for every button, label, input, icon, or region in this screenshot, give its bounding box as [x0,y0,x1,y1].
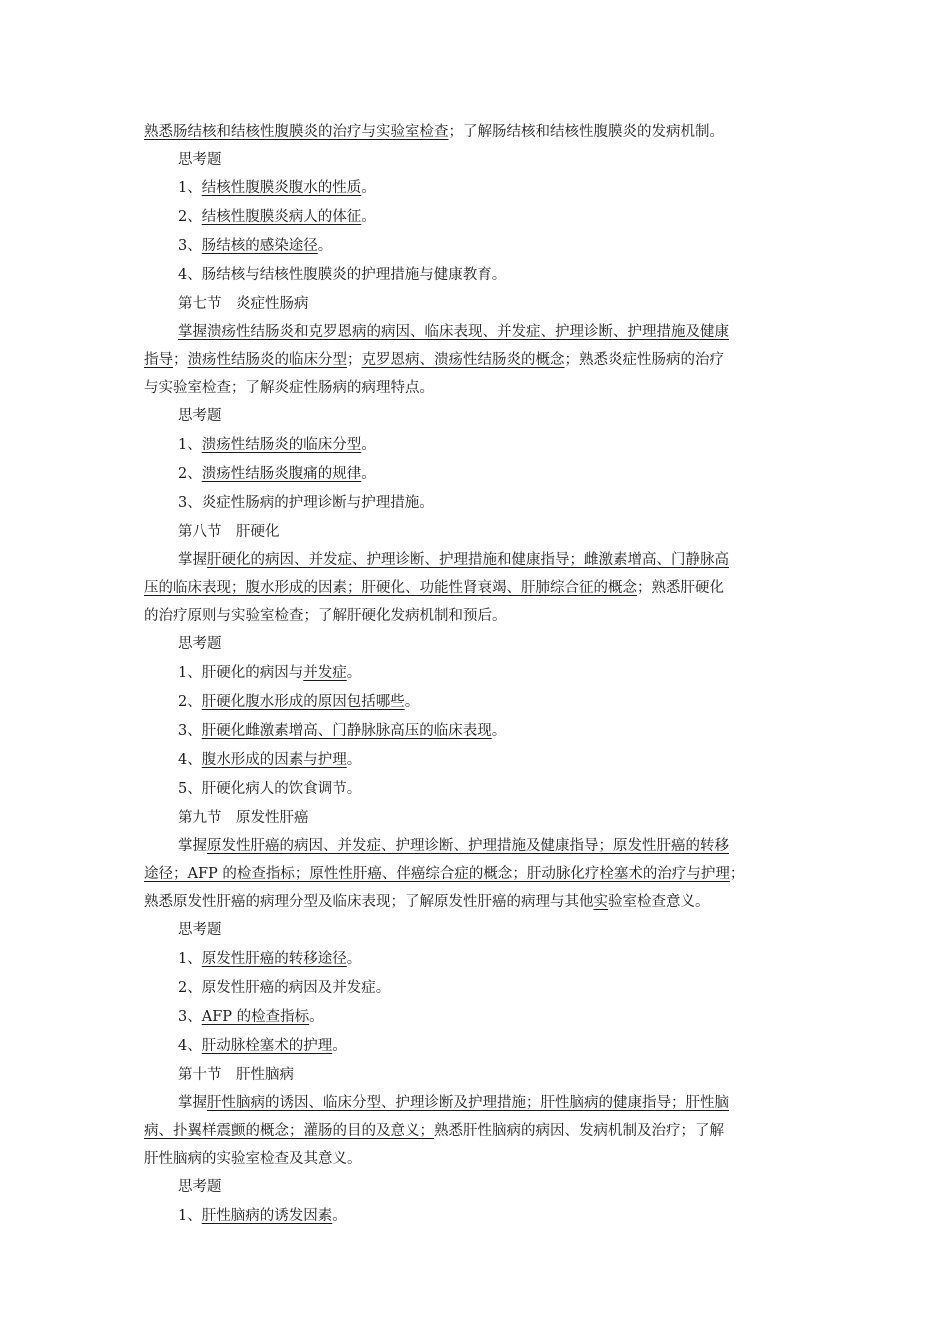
underlined-text: 克罗恩病、溃疡性结肠炎的概念 [361,352,565,368]
text-segment: 思考题 [178,1179,222,1195]
text-segment: 。 [346,951,362,967]
text-line [144,203,808,232]
text-line [144,888,808,916]
document-body [144,118,808,1231]
text-segment: 熟悉肝性脑病的病因、发病机制及治疗；了解 [434,1123,724,1139]
text-segment: 第九节 原发性肝癌 [178,810,309,826]
text-segment: 1、 [178,1208,202,1224]
text-segment: 的治疗原则与实验室检查；了解肝硬化发病机制和预后。 [144,608,507,624]
text-segment: 。 [361,180,376,196]
underlined-text: 实 [593,894,608,910]
underlined-text: 病、扑翼样震颤的概念；灌肠的目的及意义； [144,1123,434,1139]
text-line [144,460,808,489]
text-segment: 2、 [178,209,202,225]
text-segment: 3、 [178,723,202,739]
underlined-text: 溃疡性结肠炎腹痛的规律 [201,466,362,482]
text-line [144,232,808,261]
underlined-text: AFP 的检查指标 [201,1009,310,1025]
text-segment: 熟悉原发性肝癌的病理分型及临床表现；了解原发性肝癌的病理与其他 [144,894,594,910]
text-segment: 1、肝硬化的病因与 [178,665,304,681]
text-segment: 第七节 炎症性肠病 [178,296,309,312]
text-segment: 掌握 [178,838,207,854]
underlined-text: 掌握溃疡性结肠炎和克罗恩病的病因、临床表现、并发症、护理诊断、护理措施及健康 [178,324,729,340]
text-segment: 。 [361,437,376,453]
text-line [144,1089,808,1117]
text-line [144,118,808,146]
underlined-text: 肝硬化的病因、并发症、护理诊断、护理措施和健康指导；雌激素增高、门静脉高 [207,552,729,568]
text-line [144,261,808,290]
text-segment: 。 [404,694,420,710]
underlined-text: 原发性肝癌的转移途径 [201,951,347,967]
text-segment: 第八节 肝硬化 [178,524,280,540]
underlined-text: 指导 [144,352,173,368]
text-segment: 4、肠结核与结核性腹膜炎的护理措施与健康教育。 [178,267,507,283]
text-segment: 3、 [178,1009,202,1025]
text-segment: ；了解肠结核和结核性腹膜炎的发病机制。 [448,124,724,140]
text-segment: 。 [309,1009,324,1025]
underlined-text: 溃疡性结肠炎的临床分型 [201,437,362,453]
underlined-text: 肝动脉栓塞术的护理 [201,1038,333,1054]
underlined-text: 熟悉肠结核和结核性腹膜炎的治疗与实验室检查 [144,124,449,140]
text-line [144,546,808,574]
text-segment: 。 [317,238,333,254]
text-segment: ； [173,352,188,368]
text-line [144,775,808,804]
text-line [144,916,808,945]
text-line [144,318,808,346]
text-line [144,746,808,775]
text-line [144,688,808,717]
underlined-text: 途径；AFP 的检查指标；原性性肝癌、伴癌综合症的概念；肝动脉化疗栓塞术的治疗与护理 [144,866,730,882]
text-line [144,1202,808,1231]
text-segment: 2、原发性肝癌的病因及并发症。 [178,980,391,996]
text-line [144,602,808,630]
text-segment: 2、 [178,466,202,482]
text-segment: 思考题 [178,922,222,938]
text-line [144,1173,808,1202]
text-line [144,346,808,374]
text-segment: ； [729,866,745,882]
text-line [144,489,808,518]
text-line [144,974,808,1003]
text-segment: 。 [346,752,362,768]
text-segment: 4、 [178,752,202,768]
underlined-text: 肝性脑病的诱因、临床分型、护理诊断及护理措施；肝性脑病的健康指导；肝性脑 [207,1095,729,1111]
text-segment: 第十节 肝性脑病 [178,1067,294,1083]
text-segment: 1、 [178,951,202,967]
underlined-text: 压的临床表现；腹水形成的因素；肝硬化、功能性肾衰竭、肝肺综合征的概念 [144,580,637,596]
text-line [144,630,808,659]
text-line [144,1003,808,1032]
text-line [144,659,808,688]
text-segment: 3、 [178,238,202,254]
text-line [144,1061,808,1089]
text-segment: 2、 [178,694,202,710]
text-line [144,290,808,318]
underlined-text: 并发症 [303,665,347,681]
underlined-text: 原发性肝癌的病因、并发症、护理诊断、护理措施及健康指导；原发性肝癌的转移 [207,838,729,854]
text-segment: 。 [332,1038,347,1054]
underlined-text: 肝硬化雌激素增高、门静脉脉高压的临床表现 [201,723,492,739]
text-line [144,174,808,203]
underlined-text: 肝硬化腹水形成的原因包括哪些 [201,694,405,710]
text-segment: 4、 [178,1038,202,1054]
text-line [144,431,808,460]
text-line [144,717,808,746]
underlined-text: 肝性脑病的诱发因素 [201,1208,333,1224]
text-segment: 思考题 [178,636,222,652]
text-line [144,1117,808,1145]
text-segment: ； [347,352,362,368]
text-segment: 。 [346,665,362,681]
text-line [144,1032,808,1061]
text-line [144,945,808,974]
text-segment: 肝性脑病的实验室检查及其意义。 [144,1151,362,1167]
text-segment: 。 [332,1208,347,1224]
text-segment: 思考题 [178,152,222,168]
text-line [144,146,808,174]
text-line [144,1145,808,1173]
text-segment: 3、炎症性肠病的护理诊断与护理措施。 [178,495,434,511]
text-line [144,402,808,431]
text-segment: ；熟悉炎症性肠病的治疗 [564,352,724,368]
text-segment: 掌握 [178,1095,207,1111]
underlined-text: 溃疡性结肠炎的临床分型 [187,352,347,368]
text-segment: 1、 [178,437,202,453]
text-line [144,860,808,888]
text-line [144,374,808,402]
underlined-text: 结核性腹膜炎腹水的性质 [201,180,362,196]
text-line [144,574,808,602]
underlined-text: 结核性腹膜炎病人的体征 [201,209,362,225]
text-line [144,518,808,546]
text-line [144,832,808,860]
text-segment: 与实验室检查；了解炎症性肠病的病理特点。 [144,380,434,396]
text-line [144,804,808,832]
text-segment: 掌握 [178,552,207,568]
underlined-text: 肠结核的感染途径 [201,238,318,254]
text-segment: 。 [361,209,376,225]
underlined-text: 腹水形成的因素与护理 [201,752,347,768]
text-segment: 1、 [178,180,202,196]
text-segment: 5、肝硬化病人的饮食调节。 [178,781,362,797]
text-segment: ；熟悉肝硬化 [637,580,724,596]
text-segment: 。 [491,723,507,739]
text-segment: 思考题 [178,408,222,424]
text-segment: 。 [361,466,376,482]
text-segment: 验室检查意义。 [608,894,710,910]
